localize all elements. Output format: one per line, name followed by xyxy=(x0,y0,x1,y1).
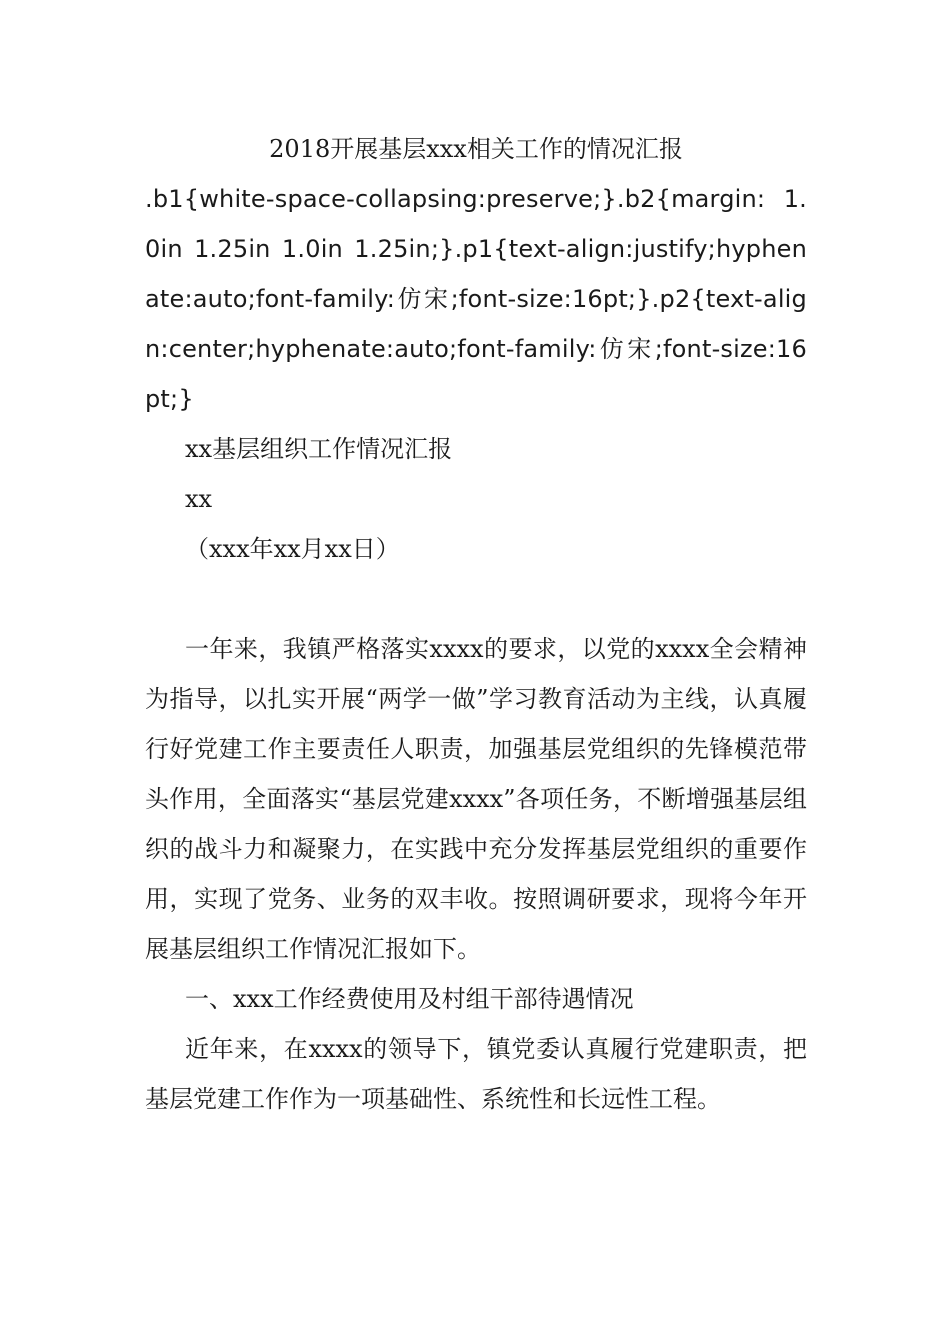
report-date: （xxx年xx月xx日） xyxy=(185,535,400,563)
section-heading-1: 一、xxx工作经费使用及村组干部待遇情况 xyxy=(185,985,634,1013)
document-title: 2018开展基层xxx相关工作的情况汇报 xyxy=(269,135,683,163)
intro-paragraph: 一年来，我镇严格落实xxxx的要求，以党的xxxx全会精神为指导，以扎实开展“两学一做”学习教育活动为主线，认真履行好党建工作主要责任人职责，加强基层党组织的先锋模范带头作用，全面落实“基层党建xxxx”各项任务，不断增强基层组织的战斗力和凝聚力，在实践中充分发挥基层党组织的重要作用，实现了党务、业务的双丰收。按照调研要求，现将今年开展基层组织工作情况汇报如下。 xyxy=(145,635,807,963)
section-1-paragraph: 近年来，在xxxx的领导下，镇党委认真履行党建职责，把基层党建工作作为一项基础性、系统性和长远性工程。 xyxy=(145,1035,807,1113)
document-content xyxy=(145,124,807,1124)
report-title: xx基层组织工作情况汇报 xyxy=(185,435,453,463)
blank-line xyxy=(145,574,807,624)
report-author: xx xyxy=(185,485,213,513)
style-code-text: .b1{white-space-collapsing:preserve;}.b2{margin: 1.0in 1.25in 1.0in 1.25in;}.p1{text-align:justify;hyphenate:auto;font-family:仿宋;font-size:16pt;}.p2{text-align:center;hyphenate:auto;font-family:仿宋;font-size:16pt;} xyxy=(145,185,807,413)
